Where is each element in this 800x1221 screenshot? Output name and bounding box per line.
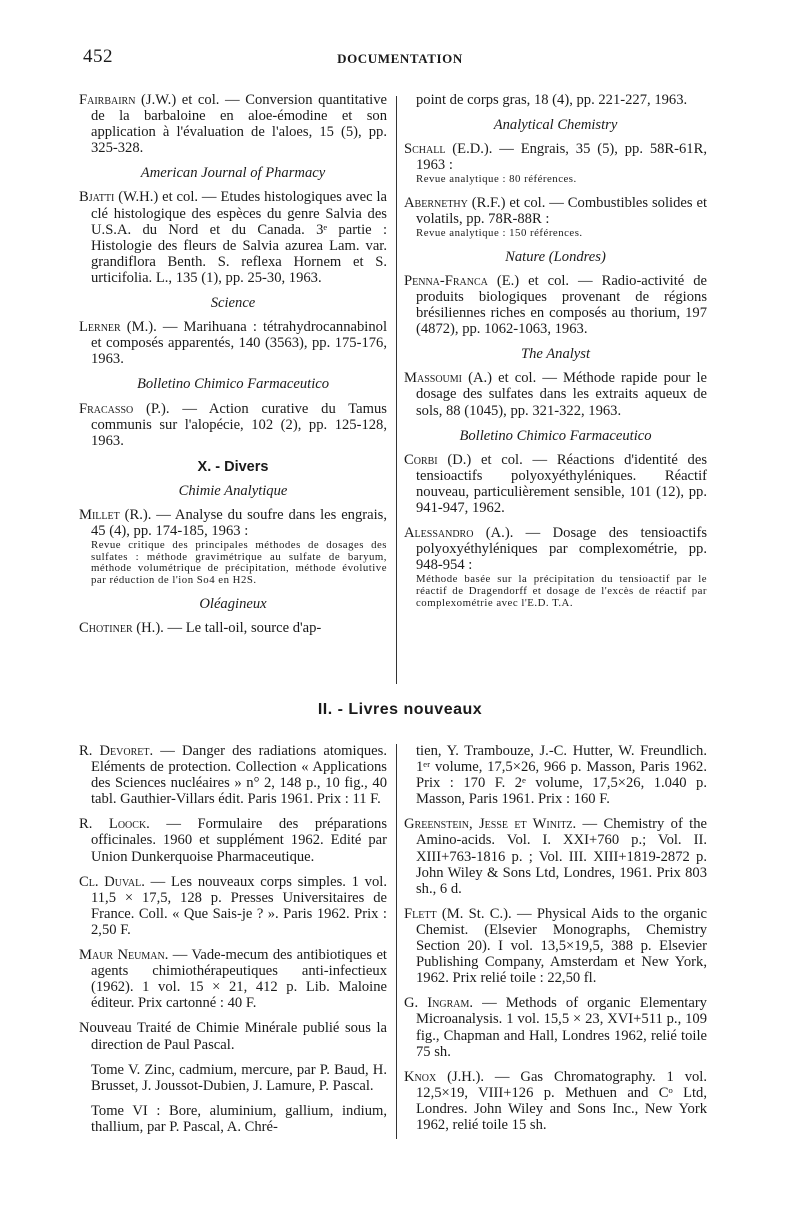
bibliography-entry [79, 401, 387, 449]
journal-heading: Analytical Chemistry [493, 117, 618, 134]
books-left-column [79, 743, 387, 1144]
bibliography-entry [79, 507, 387, 587]
left-column [79, 92, 387, 645]
bibliography-entry [79, 189, 387, 286]
bibliography-entry [404, 452, 707, 516]
page-number: 452 [83, 46, 113, 67]
bibliography-entry [404, 1069, 707, 1133]
bibliography-entry [404, 141, 707, 186]
entry-author: Corbi [404, 451, 438, 468]
entry-author: Knox [404, 1068, 437, 1085]
entry-author: Bjatti [79, 189, 115, 206]
entry-author: Millet [79, 506, 120, 523]
entry-author: Massoumi [404, 370, 462, 387]
entry-text: tien, Y. Trambouze, J.-C. Hutter, W. Freundlich. 1ᵉʳ volume, 17,5×26, 966 p. Masson, Paris 1962. Prix : 170 F. 2ᵉ volume, 17,5×26, 1.040 p. Masson, Paris 1961. Prix : 160 F. [416, 743, 707, 808]
entry-text: . — Formulaire des préparations officinales. 1960 et supplément 1962. Edité par Union Dunkerquoise Pharmaceutique. [91, 816, 387, 865]
bibliography-entry [79, 620, 387, 636]
journal-heading: Oléagineux [199, 595, 267, 612]
bibliography-entry [79, 1062, 387, 1094]
entry-text: (E.D.). — Engrais, 35 (5), pp. 58R-61R, 1963 : [416, 141, 707, 174]
bibliography-entry [404, 92, 707, 108]
books-right-column [404, 743, 707, 1142]
entry-text: (W.H.) et col. — Etudes histologiques avec la clé histologique des espèces du genre Salvia des U.S.A. du Nord et du Canada. 3ᵉ partie : Histologie des fleurs de Salvia azurea Lam. var. grandiflora Benth. S. reflexa Hornem et S. urticifolia. L., 135 (1), pp. 25-30, 1963. [91, 189, 387, 286]
journal-heading: Nature (Londres) [505, 248, 606, 265]
entry-author: Chotiner [79, 619, 133, 636]
section-title: II. - Livres nouveaux [317, 701, 483, 718]
bibliography-entry [404, 906, 707, 986]
entry-author: Maur Neuman [79, 947, 165, 964]
entry-text: point de corps gras, 18 (4), pp. 221-227, 1963. [416, 92, 688, 108]
entry-author: R. Devoret [79, 743, 150, 759]
entry-text: (J.W.) et col. — Conversion quantitative de la barbaloine en aloe-émodine et son application à l'évaluation de l'aloes, 15 (5), pp. 325-328. [91, 92, 387, 157]
entry-author: Schall [404, 141, 446, 158]
entry-text: (P.). — Action curative du Tamus communis sur l'alopécie, 102 (2), pp. 125-128, 1963. [91, 400, 387, 449]
entry-text: (R.F.) et col. — Combustibles solides et volatils, pp. 78R-88R : [416, 194, 707, 228]
entry-author: Abernethy [404, 194, 468, 211]
entry-text: (A.) et col. — Méthode rapide pour le dosage des sulfates dans les extraits aqueux de sols, 88 (1045), pp. 321-322, 1963. [416, 370, 707, 419]
entry-text: Tome VI : Bore, aluminium, gallium, indium, thallium, par P. Pascal, A. Chré- [91, 1102, 387, 1135]
entry-text: . — Methods of organic Elementary Microanalysis. 1 vol. 15,5 × 23, XVI+511 p., 109 fig., Chapman and Hall, Londres 1962, relié toile 75 sh. [416, 995, 707, 1060]
entry-author: Alessandro [404, 525, 474, 542]
bibliography-entry [79, 947, 387, 1011]
entry-text: . — Les nouveaux corps simples. 1 vol. 11,5 × 17,5, 128 p. Presses Universitaires de France. Coll. « Que Sais-je ? ». Paris 1962. Prix : 2,50 F. [91, 873, 387, 938]
entry-text: . — Danger des radiations atomiques. Eléments de protection. Collection « Applications des Sciences nucléaires » n° 2, 148 p., 10 fig., 40 tabl. Gauthier-Villars édit. Paris 1961. Prix : 11 F. [91, 743, 387, 808]
entry-text: . — Vade-mecum des antibiotiques et agents chimiothérapeutiques anti-infectieux (1962). 1 vol. 15 × 21, 412 p. Lib. Maloine éditeur. Prix cartonné : 40 F. [91, 947, 387, 1012]
entry-text: (D.) et col. — Réactions d'identité des tensioactifs polyoxyéthyléniques. Réactif nouveau, particulièrement sensible, 101 (12), pp. 941-947, 1962. [416, 451, 707, 516]
right-column [404, 92, 707, 618]
entry-text: (M.). — Marihuana : tétrahydrocannabinol et composés apparentés, 140 (3563), pp. 175-176, 1963. [91, 319, 387, 368]
section-heading: X. - Divers [197, 458, 269, 475]
entry-note: Méthode basée sur la précipitation du tensioactif par le réactif de Dragendorff et dosage de l'excès de réactif par complexométrie avec l'E.D. T.A. [416, 573, 707, 609]
bibliography-entry [404, 743, 707, 807]
journal-heading: Chimie Analytique [178, 482, 288, 499]
entry-text: (R.). — Analyse du soufre dans les engrais, 45 (4), pp. 174-185, 1963 : [91, 506, 387, 540]
journal-heading: Bolletino Chimico Farmaceutico [136, 376, 330, 393]
entry-text: (H.). — Le tall-oil, source d'ap- [132, 619, 322, 636]
bibliography-entry [79, 319, 387, 367]
bibliography-entry [404, 525, 707, 609]
bibliography-entry [404, 195, 707, 240]
entry-text: . — Chemistry of the Amino-acids. Vol. I. XXI+760 p.; Vol. II. XIII+763-1816 p. ; Vol. III. XIII+1819-2872 p. John Wiley & Sons Ltd, Londres, 1961. Prix 803 sh., 6 d. [416, 816, 707, 897]
entry-author: Fairbairn [79, 92, 136, 108]
journal-heading: Bolletino Chimico Farmaceutico [459, 427, 652, 444]
entry-note: Revue critique des principales méthodes de dosages des sulfates : méthode gravimétrique au sulfate de baryum, méthode volumétrique de précipitation, méthode évolutive par réduction de l'ion So4 en H2S. [91, 539, 387, 586]
entry-author: R. Loock [79, 816, 147, 833]
entry-author: Fracasso [79, 400, 134, 417]
entry-text: Nouveau Traité de Chimie Minérale publié sous la direction de Paul Pascal. [79, 1020, 387, 1053]
entry-text: (A.). — Dosage des tensioactifs polyoxyéthyléniques par complexométrie, pp. 948-954 : [416, 525, 707, 574]
bibliography-entry [404, 995, 707, 1059]
bibliography-entry [79, 1020, 387, 1052]
bibliography-entry [79, 743, 387, 807]
entry-author: Lerner [79, 319, 121, 336]
journal-heading: American Journal of Pharmacy [140, 165, 326, 182]
entry-author: Flett [404, 905, 437, 922]
entry-text: (J.H.). — Gas Chromatography. 1 vol. 12,5×19, VIII+126 p. Methuen and Cᵒ Ltd, Londres. John Wiley and Sons Inc., New York 1962, relié toile 15 sh. [416, 1068, 707, 1133]
journal-heading: Science [210, 295, 256, 312]
entry-author: Greenstein, Jesse et Winitz [404, 816, 573, 833]
journal-heading: The Analyst [520, 346, 591, 363]
entry-text: Tome V. Zinc, cadmium, mercure, par P. Baud, H. Brusset, J. Joussot-Dubien, J. Lamure, P. Pascal. [91, 1061, 387, 1094]
entry-note: Revue analytique : 80 références. [416, 173, 577, 186]
bibliography-entry [79, 816, 387, 864]
entry-author: Penna-Franca [404, 272, 488, 289]
column-divider [396, 96, 397, 684]
entry-text: (E.) et col. — Radio-activité de produits biologiques provenant de régions brésiliennes riches en composés au thorium, 197 (4872), pp. 1062-1063, 1963. [416, 272, 707, 338]
entry-author: Cl. Duval [79, 873, 142, 890]
bibliography-entry [79, 92, 387, 156]
entry-note: Revue analytique : 150 références. [416, 227, 583, 240]
entry-text: (M. St. C.). — Physical Aids to the organic Chemist. (Elsevier Monographs, Chemistry Section 20). I vol. 13,5×19,5, 388 p. Elsevier Publishing Company, Amsterdam et New York, 1962. Prix relié toile : 22,50 fl. [416, 905, 707, 987]
bibliography-entry [404, 273, 707, 337]
bibliography-entry [404, 816, 707, 896]
bibliography-entry [79, 1103, 387, 1135]
bibliography-entry [79, 874, 387, 938]
running-title: DOCUMENTATION [337, 51, 463, 66]
bibliography-entry [404, 370, 707, 418]
entry-author: G. Ingram [404, 995, 470, 1012]
column-divider-books [396, 744, 397, 1139]
